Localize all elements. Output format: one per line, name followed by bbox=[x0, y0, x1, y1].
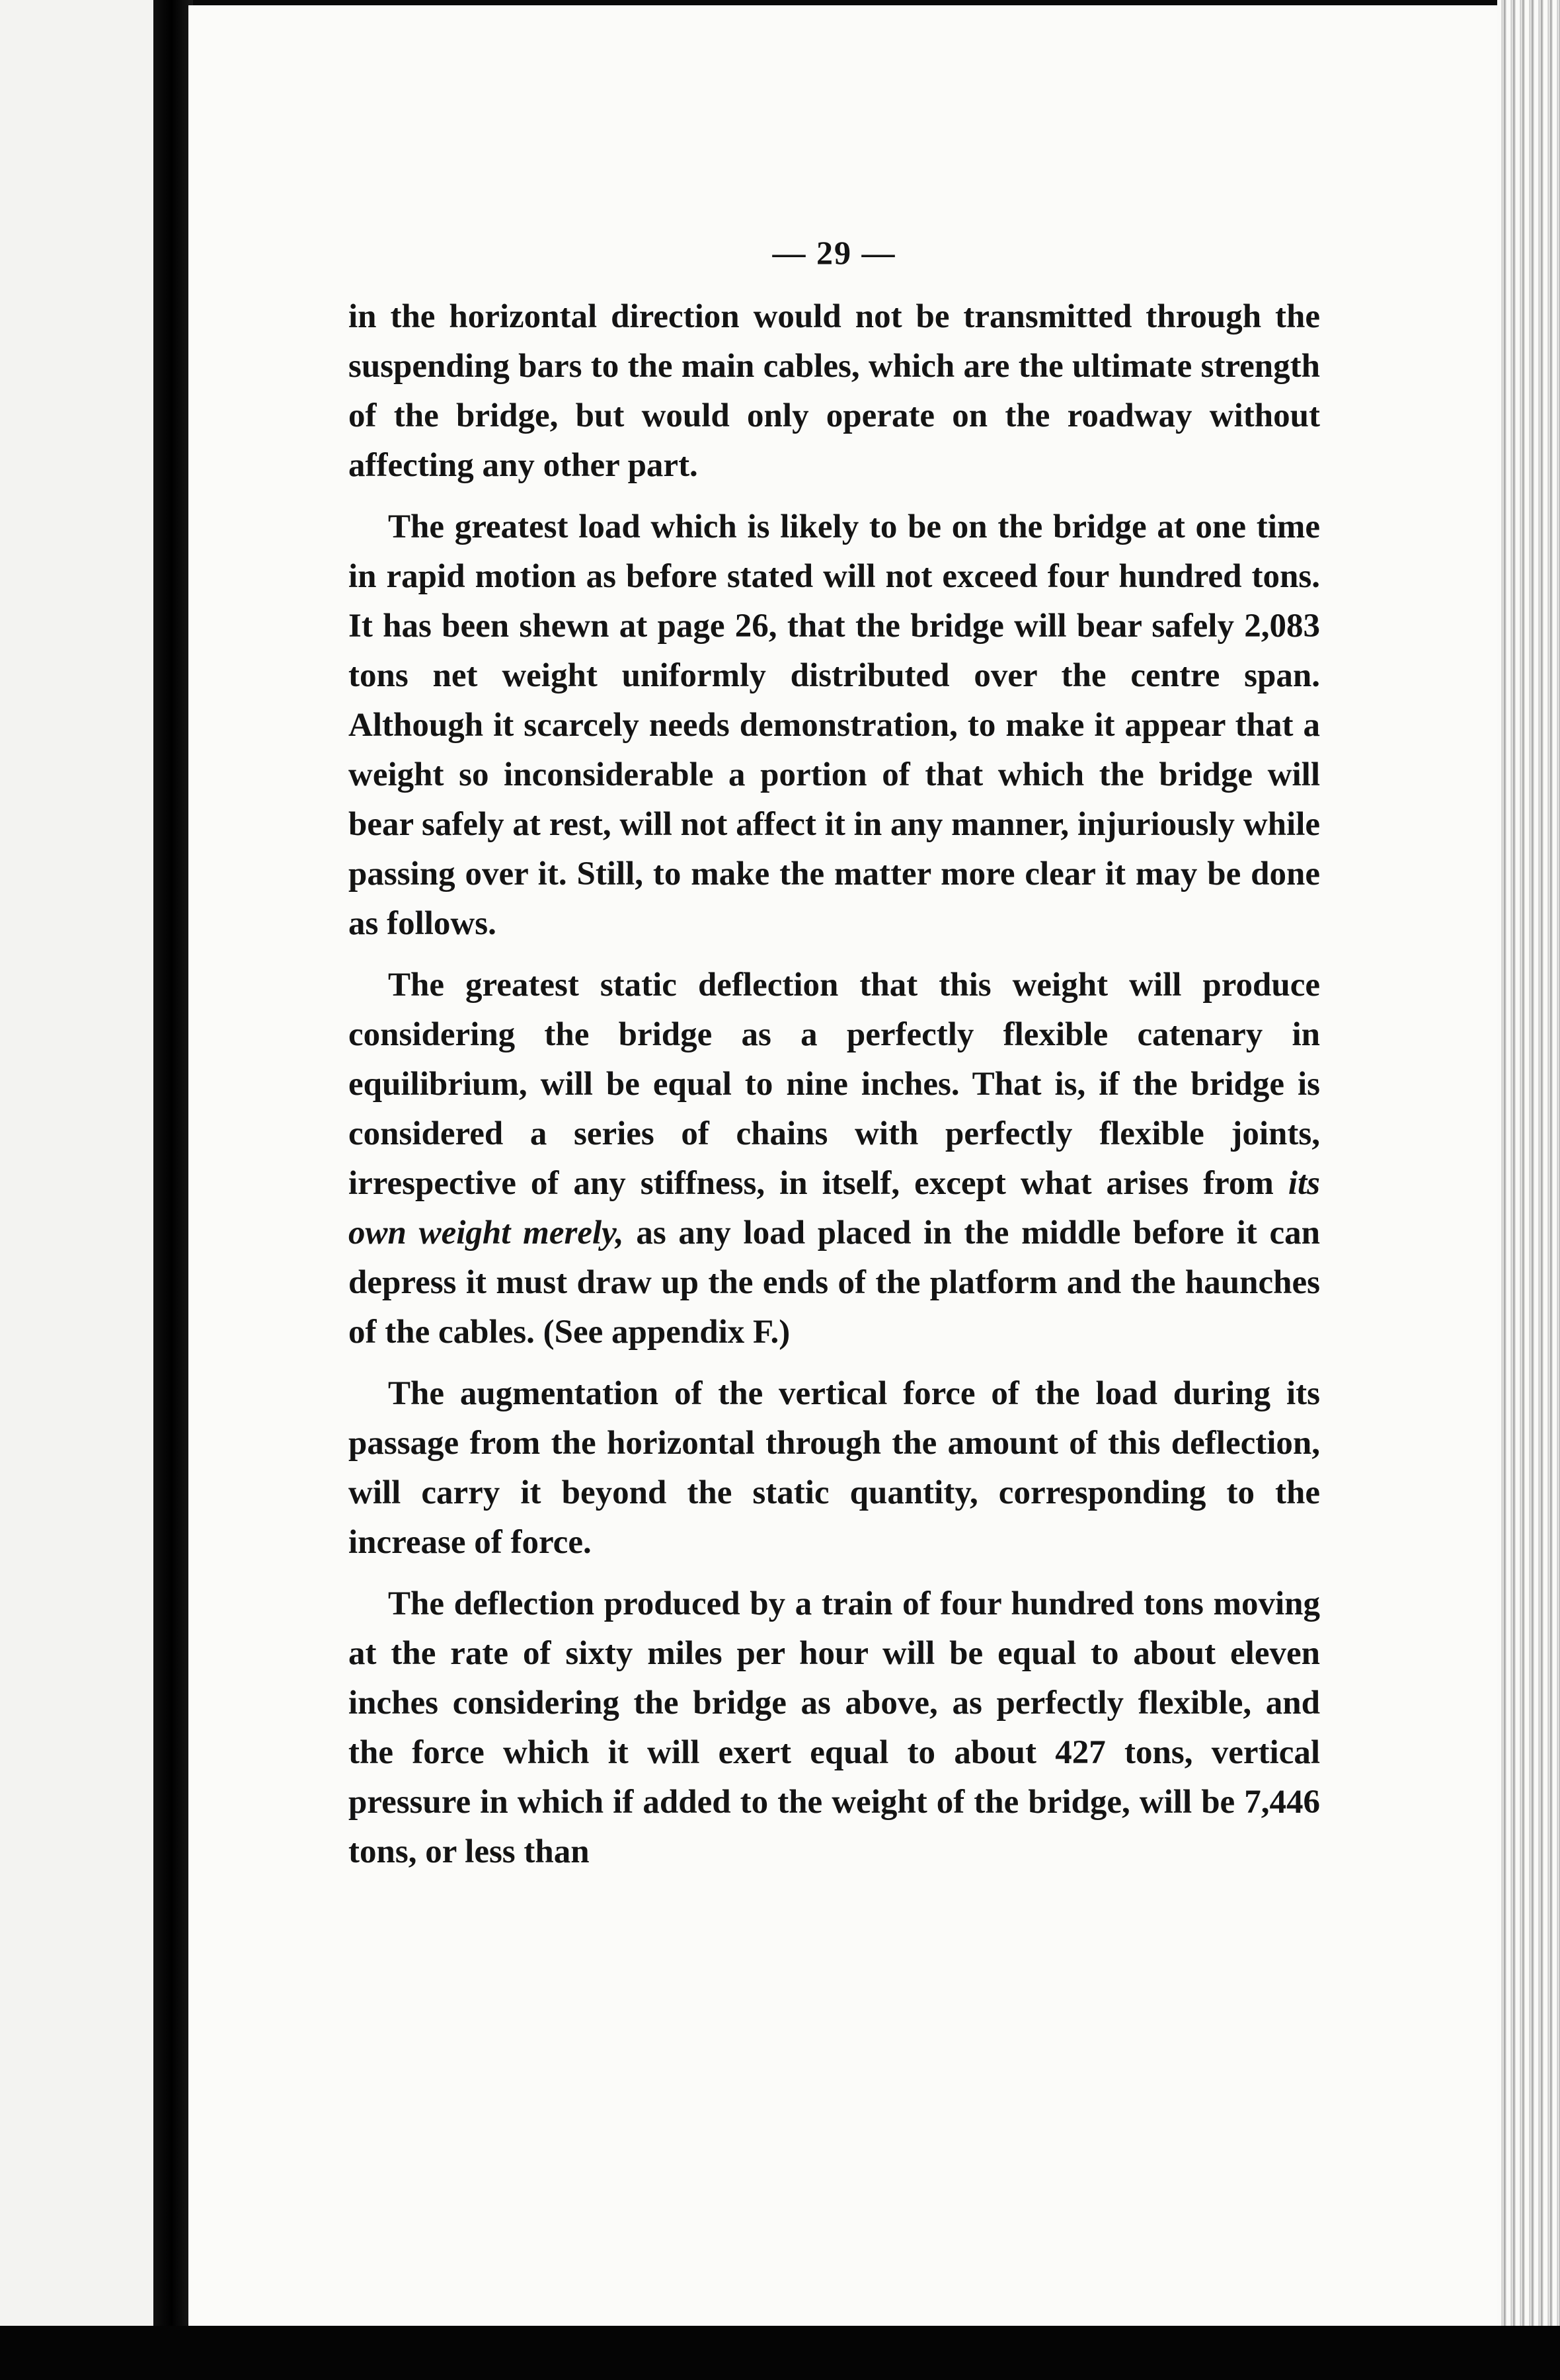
page-stack-edges bbox=[1497, 0, 1560, 2327]
scan-bottom-border bbox=[0, 2326, 1560, 2380]
book-gutter-shadow bbox=[153, 0, 193, 2380]
paragraph-3-text-end: as any load placed in the middle before it can depress it must draw up the ends of the platform and the haunches of the cables. (See appendix F.) bbox=[348, 1214, 1320, 1351]
left-page-edge bbox=[0, 0, 153, 2380]
paragraph-3 bbox=[348, 961, 1320, 1357]
paragraph-5: The deflection produced by a train of four hundred tons moving at the rate of sixty miles per hour will be equal to about eleven inches considering the bridge as above, as perfectly flexible, and the force which it will exert equal to about 427 tons, vertical pressure in which if added to the weight of the bridge, will be 7,446 tons, or less than bbox=[348, 1585, 1320, 1870]
paragraph-1: in the horizontal direction would not be transmitted through the suspending bars to the main cables, which are the ultimate strength of the bridge, but would only operate on the roadway without affecting any other part. bbox=[348, 298, 1320, 484]
paragraph-2: The greatest load which is likely to be on the bridge at one time in rapid motion as before stated will not exceed four hundred tons. It has been shewn at page 26, that the bridge will bear safely 2,083 tons net weight uniformly distributed over the centre span. Although it scarcely needs demonstration, to make it appear that a weight so inconsiderable a portion of that which the bridge will bear safely at rest, will not affect it in any manner, injuriously while passing over it. Still, to make the matter more clear it may be done as follows. bbox=[348, 508, 1320, 942]
paragraph-3-emphasis: its own weight merely, bbox=[348, 1165, 1320, 1251]
paragraph-3-text-start: The greatest static deflection that this weight will produce considering the bridge as a perfectly flexible catenary in equilibrium, will be equal to nine inches. That is, if the bridge is considered a series of chains with perfectly flexible joints, irrespective of any stiffness, in itself, except what arises from bbox=[348, 967, 1320, 1202]
page-number: — 29 — bbox=[772, 234, 896, 271]
paragraph-4: The augmentation of the vertical force of the load during its passage from the horizontal through the amount of this deflection, will carry it beyond the static quantity, corresponding to the increase of force. bbox=[348, 1375, 1320, 1561]
page-text-block bbox=[348, 233, 1320, 1889]
